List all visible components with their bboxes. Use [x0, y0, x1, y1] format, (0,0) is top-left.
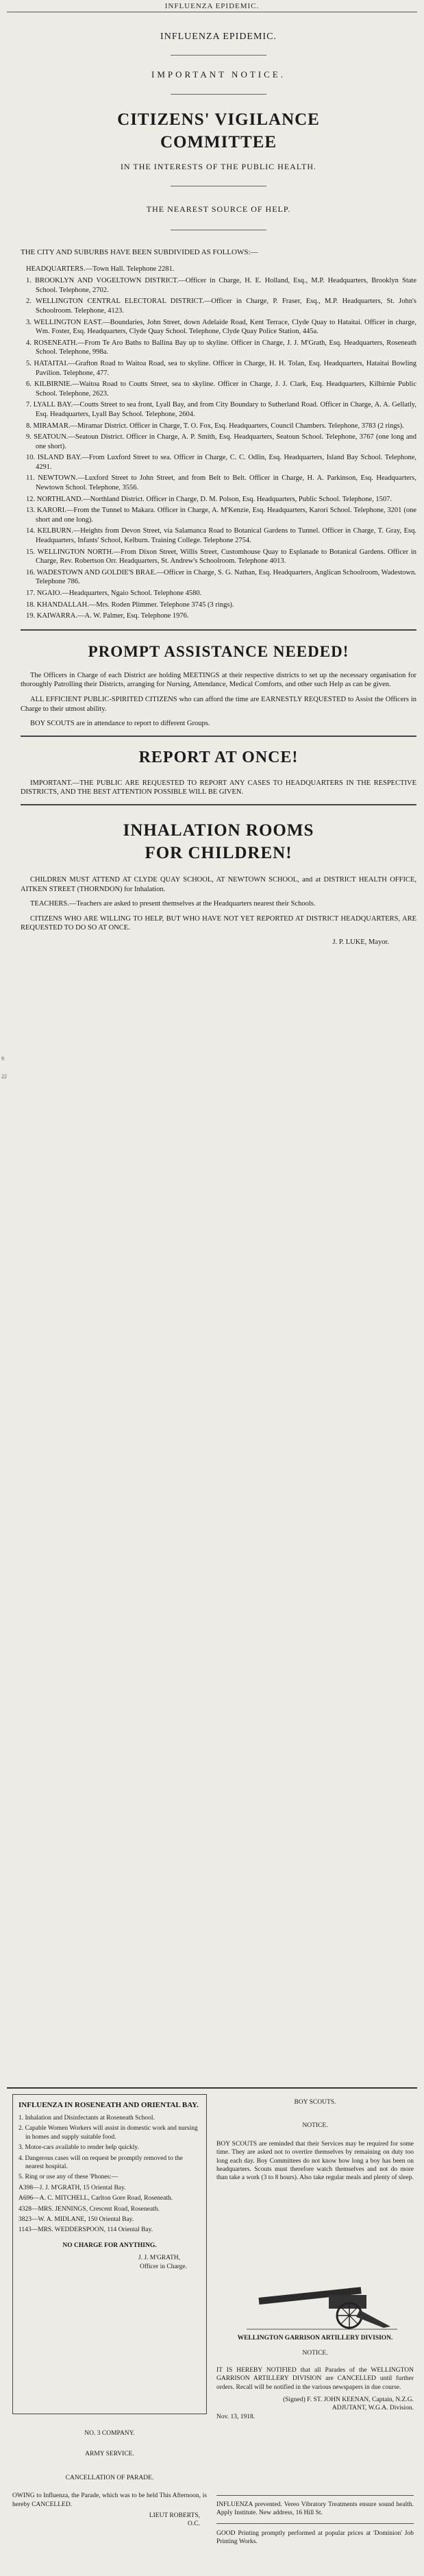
- report-body: IMPORTANT.—THE PUBLIC ARE REQUESTED TO REPORT ANY CASES TO HEADQUARTERS IN THE RESPECTIVE DISTRICTS, AND THE BEST ATTENTION POSSIBLE WILL BE GIVEN.: [21, 779, 416, 797]
- divider: [21, 804, 416, 805]
- intro: THE CITY AND SUBURBS HAVE BEEN SUBDIVIDED AS FOLLOWS:—: [21, 248, 258, 256]
- army-rank: O.C.: [188, 2520, 200, 2528]
- roseneath-item: 5. Ring or use any of these 'Phones:—: [18, 2174, 119, 2181]
- district-item: 15. WELLINGTON NORTH.—From Dixon Street, Willis Street, Customhouse Quay to Esplanade to Botanical Gardens. Officer in Charge, Rev. Robertson Orr. Headquarters, St. Andrew's Schoolroom. Telephone 4013.: [26, 548, 416, 566]
- divider: [171, 55, 266, 56]
- district-item: 19. KAIWARRA.—A. W. Palmer, Esq. Telephone 1976.: [26, 612, 189, 620]
- district-list: [21, 276, 416, 621]
- district-item: 4. ROSENEATH.—From Te Aro Baths to Ballina Bay up to skyline. Officer in Charge, J. J. M'Grath, Esq. Headquarters, Roseneath School. Telephone, 998a.: [26, 339, 416, 356]
- mayor-signature: J. P. LUKE, Mayor.: [332, 938, 389, 946]
- roseneath-phones: [18, 2184, 201, 2235]
- vibro-ad: INFLUENZA prevented. Vereo Vibratory Treatments ensure sound health. Apply Institute. New address, 16 Hill St.: [216, 2501, 414, 2517]
- kicker: INFLUENZA EPIDEMIC.: [160, 32, 277, 42]
- paragraph: ALL EFFICIENT PUBLIC-SPIRITED CITIZENS who can afford the time are EARNESTLY REQUESTED to Assist the Officers in Charge to their utmost ability.: [21, 695, 416, 713]
- scouts-subtitle: NOTICE.: [302, 2122, 328, 2130]
- paragraph: CITIZENS WHO ARE WILLING TO HELP, BUT WHO HAVE NOT YET REPORTED AT DISTRICT HEADQUARTERS, ARE REQUESTED TO DO SO AT ONCE.: [21, 914, 416, 932]
- paragraph: The Officers in Charge of each District are holding MEETINGS at their respective districts to set up the necessary organisation for thoroughly Patrolling their Districts, arranging for Nursing, Attendance, Medical Comforts, and other such Help as can be given.: [21, 671, 416, 689]
- artillery-signed: (Signed) F. ST. JOHN KEENAN, Captain, N.Z.G.: [283, 2396, 414, 2404]
- army-body: OWING to Influenza, the Parade, which was to be held This Afternoon, is hereby CANCELLED.: [12, 2492, 207, 2508]
- divider: [21, 736, 416, 737]
- headquarters: HEADQUARTERS.—Town Hall. Telephone 2281.: [26, 265, 175, 273]
- margin-mark: 9: [1, 1056, 4, 1062]
- district-item: 9. SEATOUN.—Seatoun District. Officer in Charge, A. P. Smith, Esq. Headquarters, Seatoun School. Telephone, 3767 (one long and one short).: [26, 433, 416, 450]
- margin-marks: [1, 0, 8, 2576]
- district-item: 2. WELLINGTON CENTRAL ELECTORAL DISTRICT.—Officer in Charge, P. Fraser, Esq., M.P. Headquarters, St. John's Schoolroom. Telephone, 4123.: [26, 297, 416, 315]
- signed-title: Officer in Charge.: [139, 2263, 187, 2270]
- paragraph: TEACHERS.—Teachers are asked to present themselves at the Headquarters nearest their Schools.: [30, 900, 316, 908]
- district-item: 11. NEWTOWN.—Luxford Street to John Street, and from Belt to Belt. Officer in Charge, H. A. Parkinson, Esq. Headquarters, Newtown School. Telephone, 3556.: [26, 474, 416, 492]
- district-item: 18. KHANDALLAH.—Mrs. Roden Plimmer. Telephone 3745 (3 rings).: [26, 600, 234, 609]
- divider: [21, 629, 416, 631]
- district-item: 6. KILBIRNIE.—Waitoa Road to Coutts Street, sea to skyline. Officer in Charge, J. J. Clark, Esq. Headquarters, Kilbirnie Public School. Telephone, 2623.: [26, 380, 416, 398]
- no-charge: NO CHARGE FOR ANYTHING.: [62, 2241, 157, 2249]
- headline-line-1: CITIZENS' VIGILANCE: [117, 110, 320, 129]
- army-service: ARMY SERVICE.: [85, 2451, 134, 2458]
- roseneath-title: INFLUENZA IN ROSENEATH AND ORIENTAL BAY.: [18, 2101, 199, 2109]
- cannon-icon: [247, 2283, 397, 2331]
- district-item: 13. KARORI.—From the Tunnel to Makara. Officer in Charge, A. M'Kenzie, Esq. Headquarters, Karori School. Telephone, 3201 (one short and one long).: [26, 507, 416, 524]
- district-item: 1. BROOKLYN AND VOGELTOWN DISTRICT.—Officer in Charge, H. E. Holland, Esq., M.P. Headquarters, Brooklyn State School. Telephone, 2702.: [26, 277, 416, 294]
- district-item: 16. WADESTOWN AND GOLDIE'S BRAE.—Officer in Charge, S. G. Nathan, Esq. Headquarters, Anglican Schoolroom, Wadestown. Telephone 786.: [26, 568, 416, 586]
- paragraph: CHILDREN MUST ATTEND AT CLYDE QUAY SCHOOL, AT NEWTOWN SCHOOL, and at DISTRICT HEALTH OFFICE, AITKEN STREET (THORNDON) for Inhalation.: [21, 875, 416, 893]
- phone-entry: 3823—W. A. MIDLANE, 150 Oriental Bay.: [18, 2216, 134, 2224]
- phone-entry: A696—A. C. MITCHELL, Carlton Gore Road, Roseneath.: [18, 2195, 173, 2202]
- artillery-adjutant: ADJUTANT, W.G.A. Division.: [332, 2405, 414, 2412]
- vigilance-notice: [21, 18, 416, 946]
- roseneath-items: [18, 2114, 201, 2182]
- army-signed: LIEUT ROBERTS,: [149, 2512, 200, 2520]
- scouts-title: BOY SCOUTS.: [294, 2099, 336, 2106]
- paragraph: BOY SCOUTS are in attendance to report to different Groups.: [30, 720, 210, 728]
- phone-entry: A398—J. J. M'GRATH, 15 Oriental Bay.: [18, 2184, 126, 2191]
- inhalation-headline-2: FOR CHILDREN!: [145, 843, 292, 862]
- divider: [171, 94, 266, 95]
- army-notice: [12, 2420, 207, 2572]
- scouts-body: BOY SCOUTS are reminded that their Services may be required for some time. They are asked not to overtire themselves by remaining on duty too long each day. Boy Committees do not know how long a boy has been on headquarters. Scouts must therefore watch themselves and not do more than take a work (3 to 8 hours). Also take regular meals and plenty of sleep.: [216, 2140, 414, 2182]
- district-item: 5. HATAITAI.—Grafton Road to Waitoa Road, sea to skyline. Officer in Charge, H. H. Tolan, Esq. Headquarters, Hataitai Bowling Pavilion. Telephone, 477.: [26, 359, 416, 377]
- district-item: 3. WELLINGTON EAST.—Boundaries, John Street, down Adelaide Road, Kent Terrace, Clyde Quay to Hataitai. Officer in charge, Wm. Foster, Esq. Headquarters, Clyde Quay School. Telephone, Clyde Quay Police Station, 445a.: [26, 318, 416, 336]
- phone-entry: 1143—MRS. WEDDERSPOON, 114 Oriental Bay.: [18, 2226, 153, 2234]
- army-cancel: CANCELLATION OF PARADE.: [65, 2474, 154, 2481]
- roseneath-item: 1. Inhalation and Disinfectants at Roseneath School.: [18, 2115, 155, 2122]
- roseneath-item: 2. Capable Women Workers will assist in domestic work and nursing in homes and supply suitable food.: [18, 2125, 198, 2141]
- district-item: 8. MIRAMAR.—Miramar District. Officer in Charge, T. O. Fox, Esq. Headquarters, Council Chambers. Telephone, 3783 (2 rings).: [26, 422, 404, 430]
- printing-ad: GOOD Printing promptly performed at popular prices at 'Dominion' Job Printing Works.: [216, 2529, 414, 2546]
- army-company: NO. 3 COMPANY.: [84, 2430, 135, 2437]
- inhalation-headline-1: INHALATION ROOMS: [123, 821, 314, 840]
- source-heading: THE NEAREST SOURCE OF HELP.: [146, 204, 291, 214]
- subtitle: IN THE INTERESTS OF THE PUBLIC HEALTH.: [120, 162, 317, 171]
- district-item: 10. ISLAND BAY.—From Luxford Street to sea. Officer in Charge, C. C. Odlin, Esq. Headquarters, Island Bay School. Telephone, 4291.: [26, 454, 416, 471]
- divider: [7, 2087, 417, 2089]
- artillery-notice: [216, 2334, 414, 2421]
- district-item: 17. NGAIO.—Headquarters, Ngaio School. Telephone 4580.: [26, 590, 202, 597]
- district-item: 7. LYALL BAY.—Coutts Street to sea front, Lyall Bay, and from City Boundary to Sutherland Road. Officer in Charge, A. A. Gellatly, Esq. Headquarters, Lyall Bay School. Telephone, 2604.: [26, 401, 416, 418]
- inhalation-body: [21, 875, 416, 933]
- prompt-headline: PROMPT ASSISTANCE NEEDED!: [88, 642, 349, 660]
- district-item: 14. KELBURN.—Heights from Devon Street, via Salamanca Road to Botanical Gardens to Tunnel. Officer in Charge, T. Gray, Esq. Headquarters, Infants' School, Kelburn. Training College. Telephone 2754.: [26, 527, 416, 545]
- artillery-date: Nov. 13, 1918.: [216, 2413, 255, 2420]
- artillery-title: WELLINGTON GARRISON ARTILLERY DIVISION.: [237, 2335, 393, 2342]
- divider: [216, 2523, 414, 2524]
- artillery-body: IT IS HEREBY NOTIFIED that all Parades of the WELLINGTON GARRISON ARTILLERY DIVISION are CANCELLED until further orders. Recall will be notified in the various newspapers in due course.: [216, 2366, 414, 2391]
- signed-name: J. J. M'GRATH,: [138, 2255, 180, 2262]
- scouts-notice: [216, 2094, 414, 2183]
- prompt-body: [21, 671, 416, 729]
- report-headline: REPORT AT ONCE!: [138, 748, 299, 766]
- roseneath-notice: [12, 2094, 207, 2414]
- district-item: 12. NORTHLAND.—Northland District. Officer in Charge, D. M. Polson, Esq. Headquarters, Public School. Telephone, 1507.: [26, 495, 392, 503]
- margin-mark: 22: [1, 1073, 7, 1080]
- running-head: INFLUENZA EPIDEMIC.: [164, 2, 260, 10]
- artillery-subtitle: NOTICE.: [302, 2350, 328, 2357]
- divider: [216, 2495, 414, 2496]
- phone-entry: 4328—MRS. JENNINGS, Crescent Road, Roseneath.: [18, 2205, 160, 2213]
- classified-ads: [216, 2501, 414, 2547]
- roseneath-item: 4. Dangerous cases will on request be promptly removed to the nearest hospital.: [18, 2154, 183, 2171]
- important-notice: IMPORTANT NOTICE.: [151, 69, 286, 80]
- headline-line-2: COMMITTEE: [160, 133, 277, 151]
- roseneath-item: 3. Motor-cars available to render help quickly.: [18, 2144, 139, 2152]
